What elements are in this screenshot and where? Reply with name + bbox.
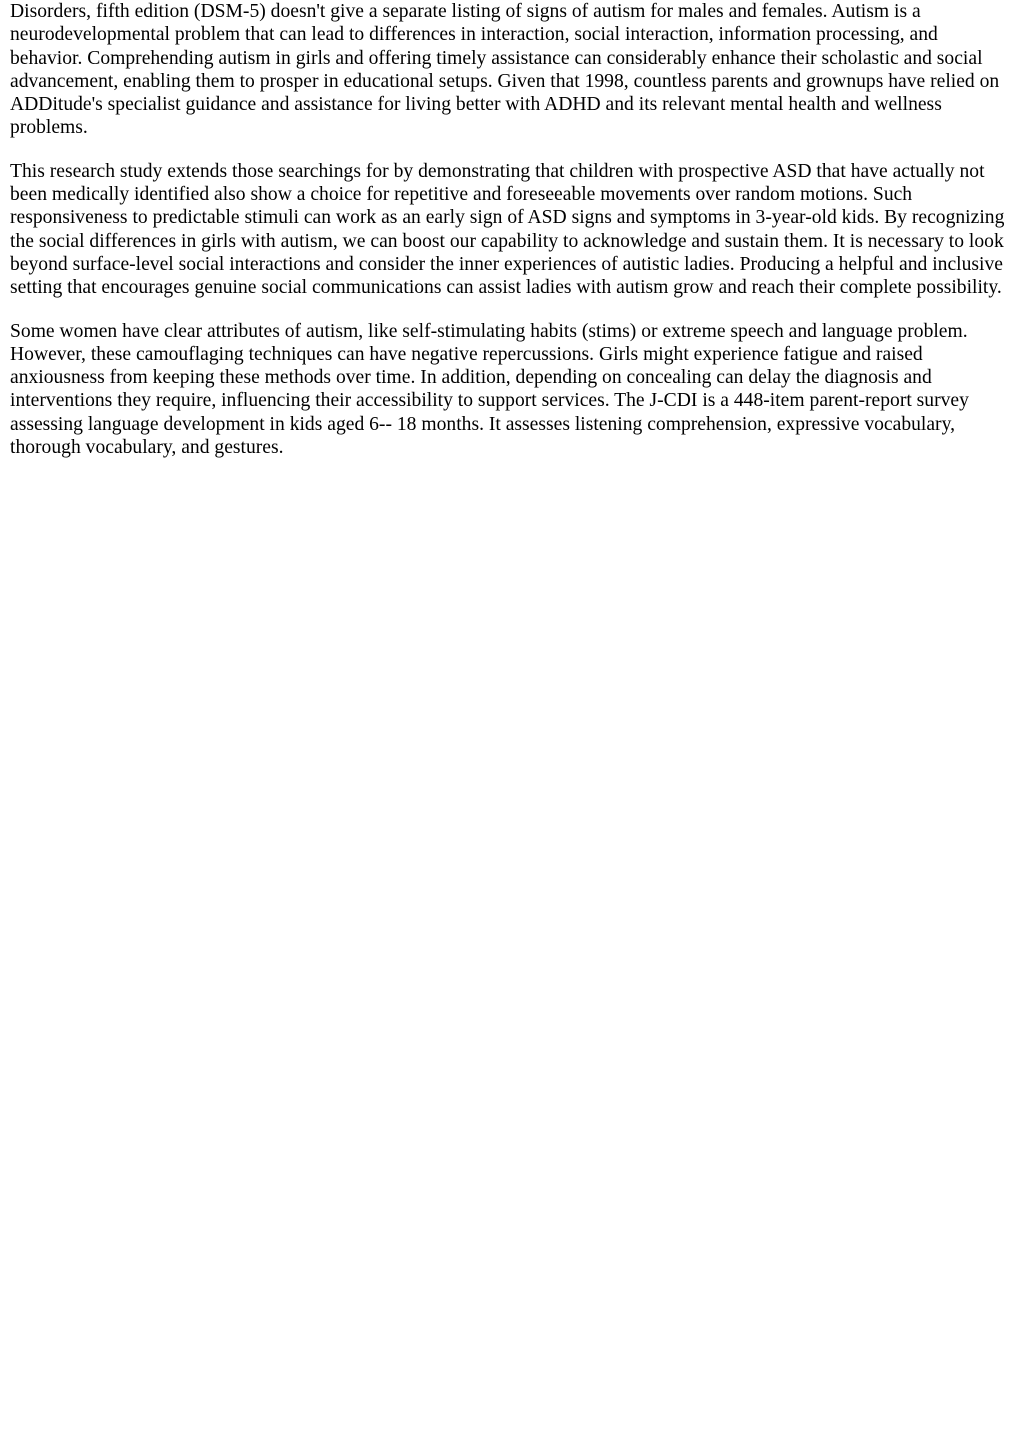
paragraph-dsm5-autism: Disorders, fifth edition (DSM-5) doesn't give a separate listing of signs of autism for males and females. Autism is a neurodevelopmental problem that can lead to differences in interaction, social interaction, information processing, and behavior. Comprehending autism in girls and offering timely assistance can considerably enhance their scholastic and social advancement, enabling them to prosper in educational setups. Given that 1998, countless parents and grownups have relied on ADDitude's specialist guidance and assistance for living better with ADHD and its relevant mental health and wellness problems. <box>10 1 1000 139</box>
document-body <box>0 0 1024 459</box>
paragraph-asd-research-study: This research study extends those searchings for by demonstrating that children with prospective ASD that have actually not been medically identified also show a choice for repetitive and foreseeable movements over random motions. Such responsiveness to predictable stimuli can work as an early sign of ASD signs and symptoms in 3-year-old kids. By recognizing the social differences in girls with autism, we can boost our capability to acknowledge and sustain them. It is necessary to look beyond surface-level social interactions and consider the inner experiences of autistic ladies. Producing a helpful and inclusive setting that encourages genuine social communications can assist ladies with autism grow and reach their complete possibility. <box>10 160 1005 299</box>
paragraph-camouflaging-techniques: Some women have clear attributes of autism, like self-stimulating habits (stims) or extreme speech and language problem. However, these camouflaging techniques can have negative repercussions. Girls might experience fatigue and raised anxiousness from keeping these methods over time. In addition, depending on concealing can delay the diagnosis and interventions they require, influencing their accessibility to support services. The J-CDI is a 448-item parent-report survey assessing language development in kids aged 6-- 18 months. It assesses listening comprehension, expressive vocabulary, thorough vocabulary, and gestures. <box>10 320 969 459</box>
